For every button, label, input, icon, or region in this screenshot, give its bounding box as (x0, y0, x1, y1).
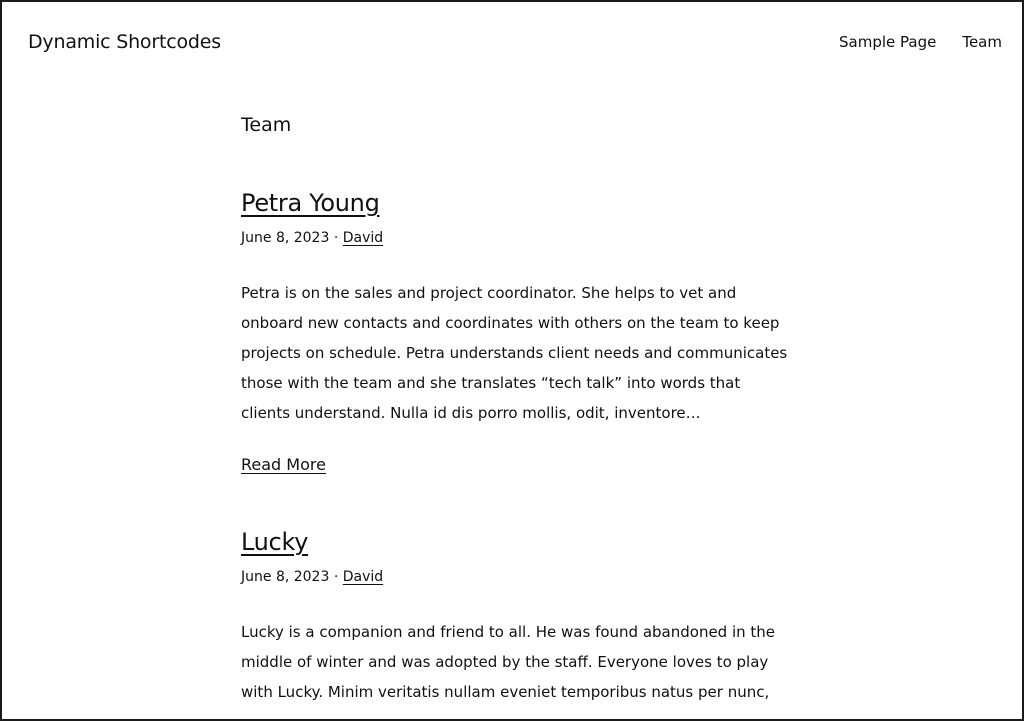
post-title (241, 528, 801, 557)
meta-separator: · (333, 568, 339, 585)
read-more-link[interactable]: Read More (241, 454, 326, 474)
post-title-link[interactable]: Lucky (241, 527, 309, 556)
post-author-link[interactable]: David (342, 568, 384, 585)
post-petra-young (241, 189, 801, 474)
site-header (2, 2, 1022, 82)
main-content (241, 114, 801, 707)
nav-item-sample-page[interactable]: Sample Page (839, 33, 937, 51)
archive-title: Team (241, 114, 292, 136)
post-meta (241, 229, 801, 247)
post-title-link[interactable]: Petra Young (241, 188, 380, 217)
post-date: June 8, 2023 (241, 568, 330, 585)
meta-separator: · (333, 229, 339, 246)
post-meta (241, 568, 801, 586)
post-excerpt: Lucky is a companion and friend to all. He was found abandoned in the middle of winter and was adopted by the staff. Everyone loves to play with Lucky. Minim veritatis nullam eveniet temporibus natus per nunc, (241, 622, 776, 701)
site-title-link[interactable]: Dynamic Shortcodes (28, 31, 221, 53)
post-lucky (241, 528, 801, 707)
post-title (241, 189, 801, 218)
nav-item-team[interactable]: Team (962, 33, 1002, 51)
post-date: June 8, 2023 (241, 229, 330, 246)
post-excerpt: Petra is on the sales and project coordinator. She helps to vet and onboard new contacts and coordinates with others on the team to keep projects on schedule. Petra understands client needs and communicates those with the team and she translates “tech talk” into words that clients understand. Nulla id dis porro mollis, odit, inventore… (241, 283, 788, 422)
post-author-link[interactable]: David (342, 229, 384, 246)
primary-nav (839, 33, 1002, 51)
